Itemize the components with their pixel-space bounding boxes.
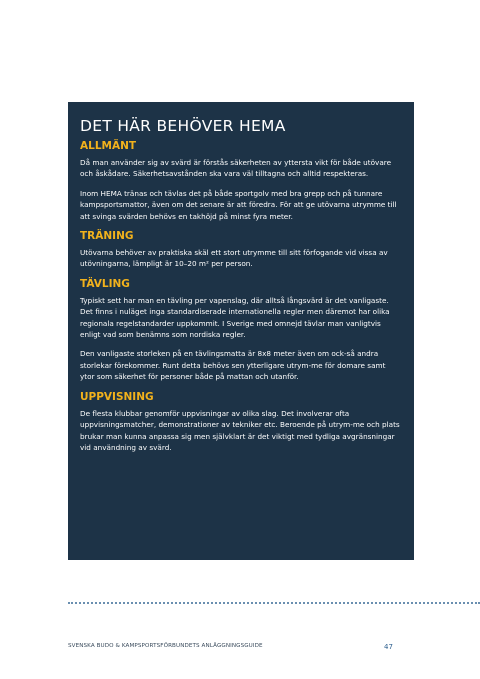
page-number: 47: [384, 643, 393, 651]
footer-guide-title: SVENSKA BUDO & KAMPSPORTSFÖRBUNDETS ANLÄGGNINGSGUIDE: [68, 643, 263, 649]
paragraph: Inom HEMA tränas och tävlas det på både sportgolv med bra grepp och på tunnare kampsportsmattor, även om det senare är att föredra. För att ge utövarna utrymme till att svinga svärden behövs en takhöjd på minst fyra meter.: [80, 188, 397, 221]
section-heading: TRÄNING: [80, 230, 134, 243]
paragraph: De flesta klubbar genomför uppvisningar av olika slag. Det involverar ofta uppvisningsmatcher, demonstrationer av tekniker etc. Beroende på utrym-me och plats brukar man kunna anpassa sig men självklart är det viktigt med tydliga avgränsningar vid användning av svärd.: [80, 408, 400, 452]
section-heading: UPPVISNING: [80, 390, 154, 403]
section-tavling: [80, 278, 402, 383]
paragraph: Utövarna behöver av praktiska skäl ett stort utrymme till sitt förfogande vid vissa av utövningarna, lämpligt är 10–20 m² per person.: [80, 248, 388, 269]
paragraph: Den vanligaste storleken på en tävlingsmatta är 8x8 meter även om ock-så andra storlekar förekommer. Runt detta behövs sen ytterligare utrym-me för domare samt ytor som säkerhet för personer både på mattan och utanför.: [80, 349, 386, 382]
section-heading: TÄVLING: [80, 277, 130, 290]
paragraph: Typiskt sett har man en tävling per vapenslag, där alltså långsvärd är det vanligaste. Det finns i nuläget inga standardiserade internationella regler men däremot har olika regionala regelstandarder uppkommit. I Sverige med omnejd tävlar man vanligtvis enligt vad som benämns som nordiska regler.: [80, 295, 390, 340]
section-allmant: [80, 140, 402, 222]
section-traning: [80, 230, 402, 270]
section-uppvisning: [80, 391, 402, 454]
info-panel: [68, 102, 414, 560]
section-heading: ALLMÄNT: [80, 140, 137, 152]
panel-title: DET HÄR BEHÖVER HEMA: [80, 117, 286, 135]
paragraph: Då man använder sig av svärd är förstås säkerheten av yttersta vikt för både utövare och åskådare. Säkerhetsavstånden ska vara väl tilltagna och alltid respekteras.: [80, 158, 392, 179]
dotted-divider: [68, 602, 480, 604]
